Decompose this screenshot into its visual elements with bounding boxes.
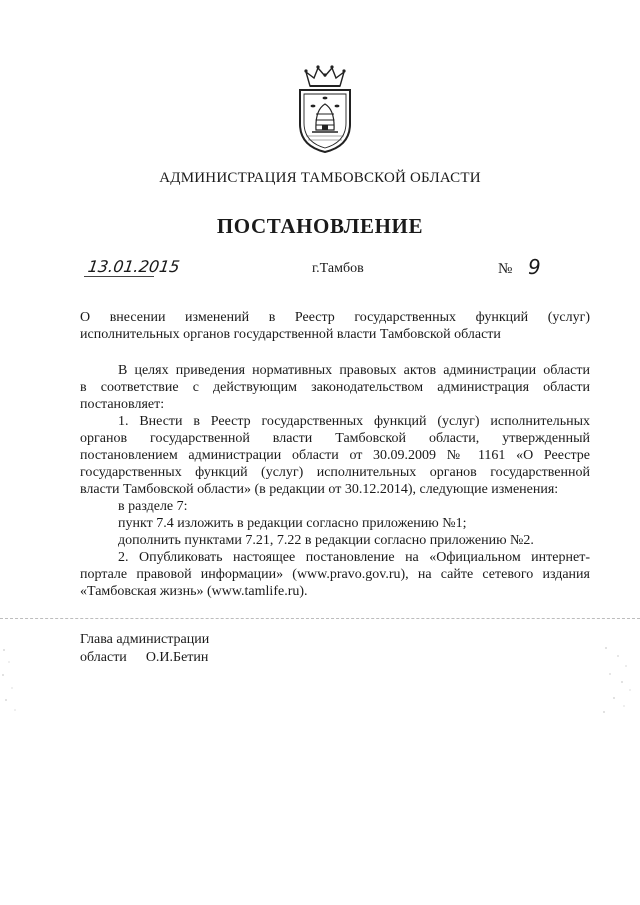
body-line: В целях приведения нормативных правовых актов администрации области <box>118 363 590 378</box>
body-line: в соответствие с действующим законодательством администрация области <box>80 380 590 395</box>
body-line: постановлением администрации области от 30.09.2009 № 1161 «О Реестре <box>80 448 590 463</box>
body-line: 1. Внести в Реестр государственных функций (услуг) исполнительных <box>118 414 590 429</box>
handwritten-number: 9 <box>528 255 541 279</box>
document-subject <box>80 309 590 343</box>
signature-title: Глава администрации <box>80 632 210 647</box>
signature-block <box>80 631 209 667</box>
scan-artifact-line <box>0 618 640 619</box>
body-line: органов государственной власти Тамбовской области, утвержденный <box>80 431 590 446</box>
body-line: постановляет: <box>80 397 165 412</box>
body-line: дополнить пунктами 7.21, 7.22 в редакции согласно приложению №2. <box>118 533 534 548</box>
document-type-title: ПОСТАНОВЛЕНИЕ <box>216 214 424 238</box>
coat-of-arms-emblem <box>296 62 354 154</box>
handwritten-date: 13.01.2015 <box>86 257 181 276</box>
date-underline <box>84 276 154 277</box>
subject-line: О внесении изменений в Реестр государственных функций (услуг) <box>80 310 590 325</box>
organization-name: АДМИНИСТРАЦИЯ ТАМБОВСКОЙ ОБЛАСТИ <box>159 170 481 186</box>
subject-line: исполнительных органов государственной власти Тамбовской области <box>80 327 501 342</box>
city-name: г.Тамбов <box>312 261 364 276</box>
body-line: в разделе 7: <box>118 499 188 514</box>
body-line: пункт 7.4 изложить в редакции согласно приложению №1; <box>118 516 467 531</box>
body-line: государственных функций (услуг) исполнительных органов государственной <box>80 465 590 480</box>
signature-region: области <box>80 650 127 665</box>
body-line: «Тамбовская жизнь» (www.tamlife.ru). <box>80 584 308 599</box>
document-body <box>80 362 590 600</box>
body-line: 2. Опубликовать настоящее постановление на «Официальном интернет- <box>118 550 590 565</box>
scan-noise <box>0 640 30 720</box>
number-label: № <box>498 261 513 277</box>
signature-row <box>80 649 209 667</box>
scan-noise <box>596 640 636 720</box>
body-line: портале правовой информации» (www.pravo.gov.ru), на сайте сетевого издания <box>80 567 590 582</box>
signer-name: О.И.Бетин <box>145 650 209 665</box>
body-line: власти Тамбовской области» (в редакции от 30.12.2014), следующие изменения: <box>80 482 559 497</box>
